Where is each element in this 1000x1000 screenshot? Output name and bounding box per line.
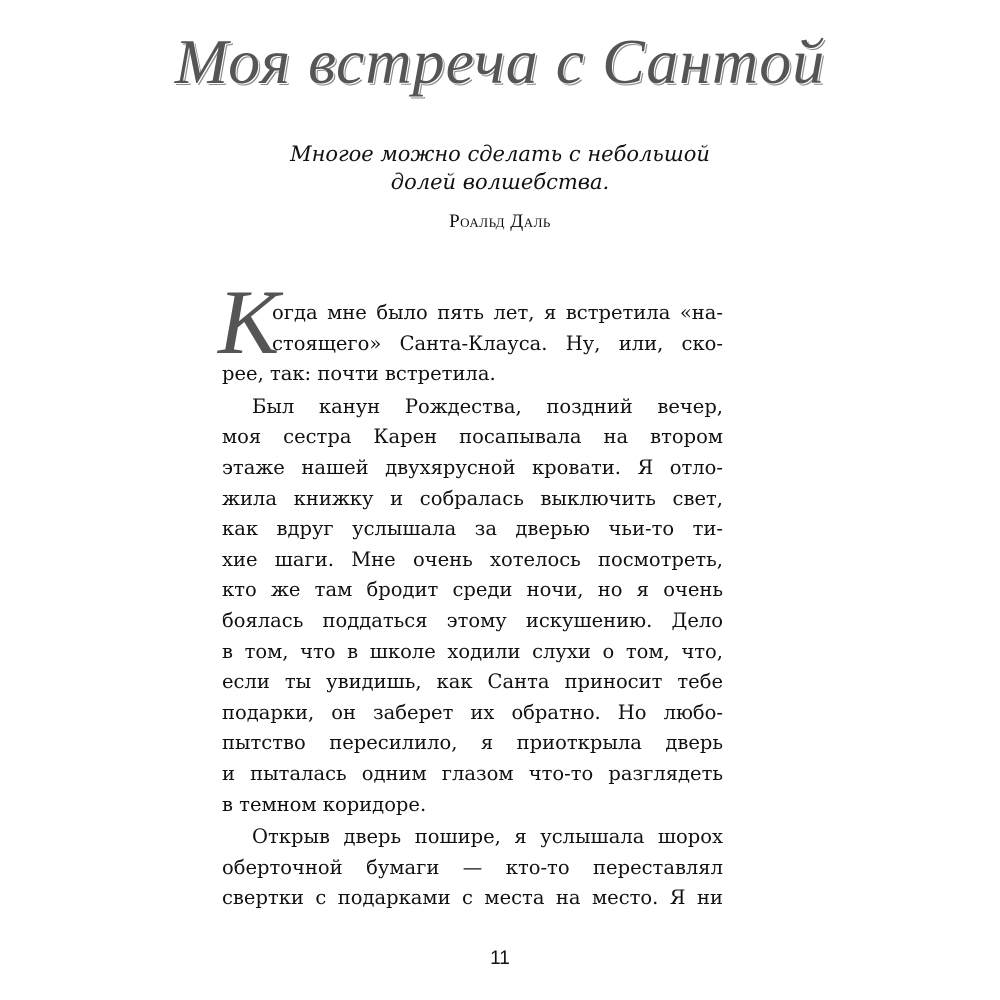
epigraph <box>0 140 1000 234</box>
text-line: Был канун Рождества, поздний вечер, <box>252 394 723 418</box>
text-line: хие шаги. Мне очень хотелось посмотреть, <box>222 547 723 571</box>
text-line: жила книжку и собралась выключить свет, <box>222 486 723 510</box>
text-line: Открыв дверь пошире, я услышала шорох <box>252 825 723 849</box>
chapter-title: Моя встреча с Сантой <box>174 26 826 97</box>
body-text <box>218 271 723 914</box>
paragraph <box>222 822 723 914</box>
text-line: если ты увидишь, как Санта приносит тебе <box>222 670 723 694</box>
text-line: этаже нашей двухярусной кровати. Я отло- <box>222 455 723 479</box>
text-line: стоящего» Санта-Клауса. Ну, или, ско- <box>272 331 723 355</box>
text-line: и пыталась одним глазом что-то разглядеть <box>222 761 723 785</box>
text-line: огда мне было пять лет, я встретила «на- <box>272 301 723 324</box>
paragraph <box>222 298 723 390</box>
text-line: как вдруг услышала за дверью чьи-то ти- <box>222 517 723 541</box>
text-line: боялась поддаться этому искушению. Дело <box>222 608 723 632</box>
page-number: 11 <box>490 948 510 969</box>
text-line: подарки, он заберет их обратно. Но любо- <box>222 700 723 724</box>
paragraph <box>222 392 723 820</box>
epigraph-author: Роальд Даль <box>449 211 551 232</box>
text-line: свертки с подарками с места на место. Я ни <box>222 886 723 910</box>
drop-cap: К <box>218 271 280 373</box>
text-line: пытство пересилило, я приоткрыла дверь <box>222 731 723 755</box>
text-line: рее, так: почти встретила. <box>222 362 496 386</box>
epigraph-line: долей волшебства. <box>390 170 610 194</box>
text-line: в темном коридоре. <box>222 792 427 816</box>
text-line: в том, что в школе ходили слухи о том, что, <box>222 639 723 663</box>
text-line: моя сестра Карен посапывала на втором <box>222 425 723 449</box>
text-line: кто же там бродит среди ночи, но я очень <box>222 578 723 602</box>
text-line: оберточной бумаги — кто-то переставлял <box>222 855 723 879</box>
epigraph-line: Многое можно сделать с небольшой <box>290 142 710 166</box>
